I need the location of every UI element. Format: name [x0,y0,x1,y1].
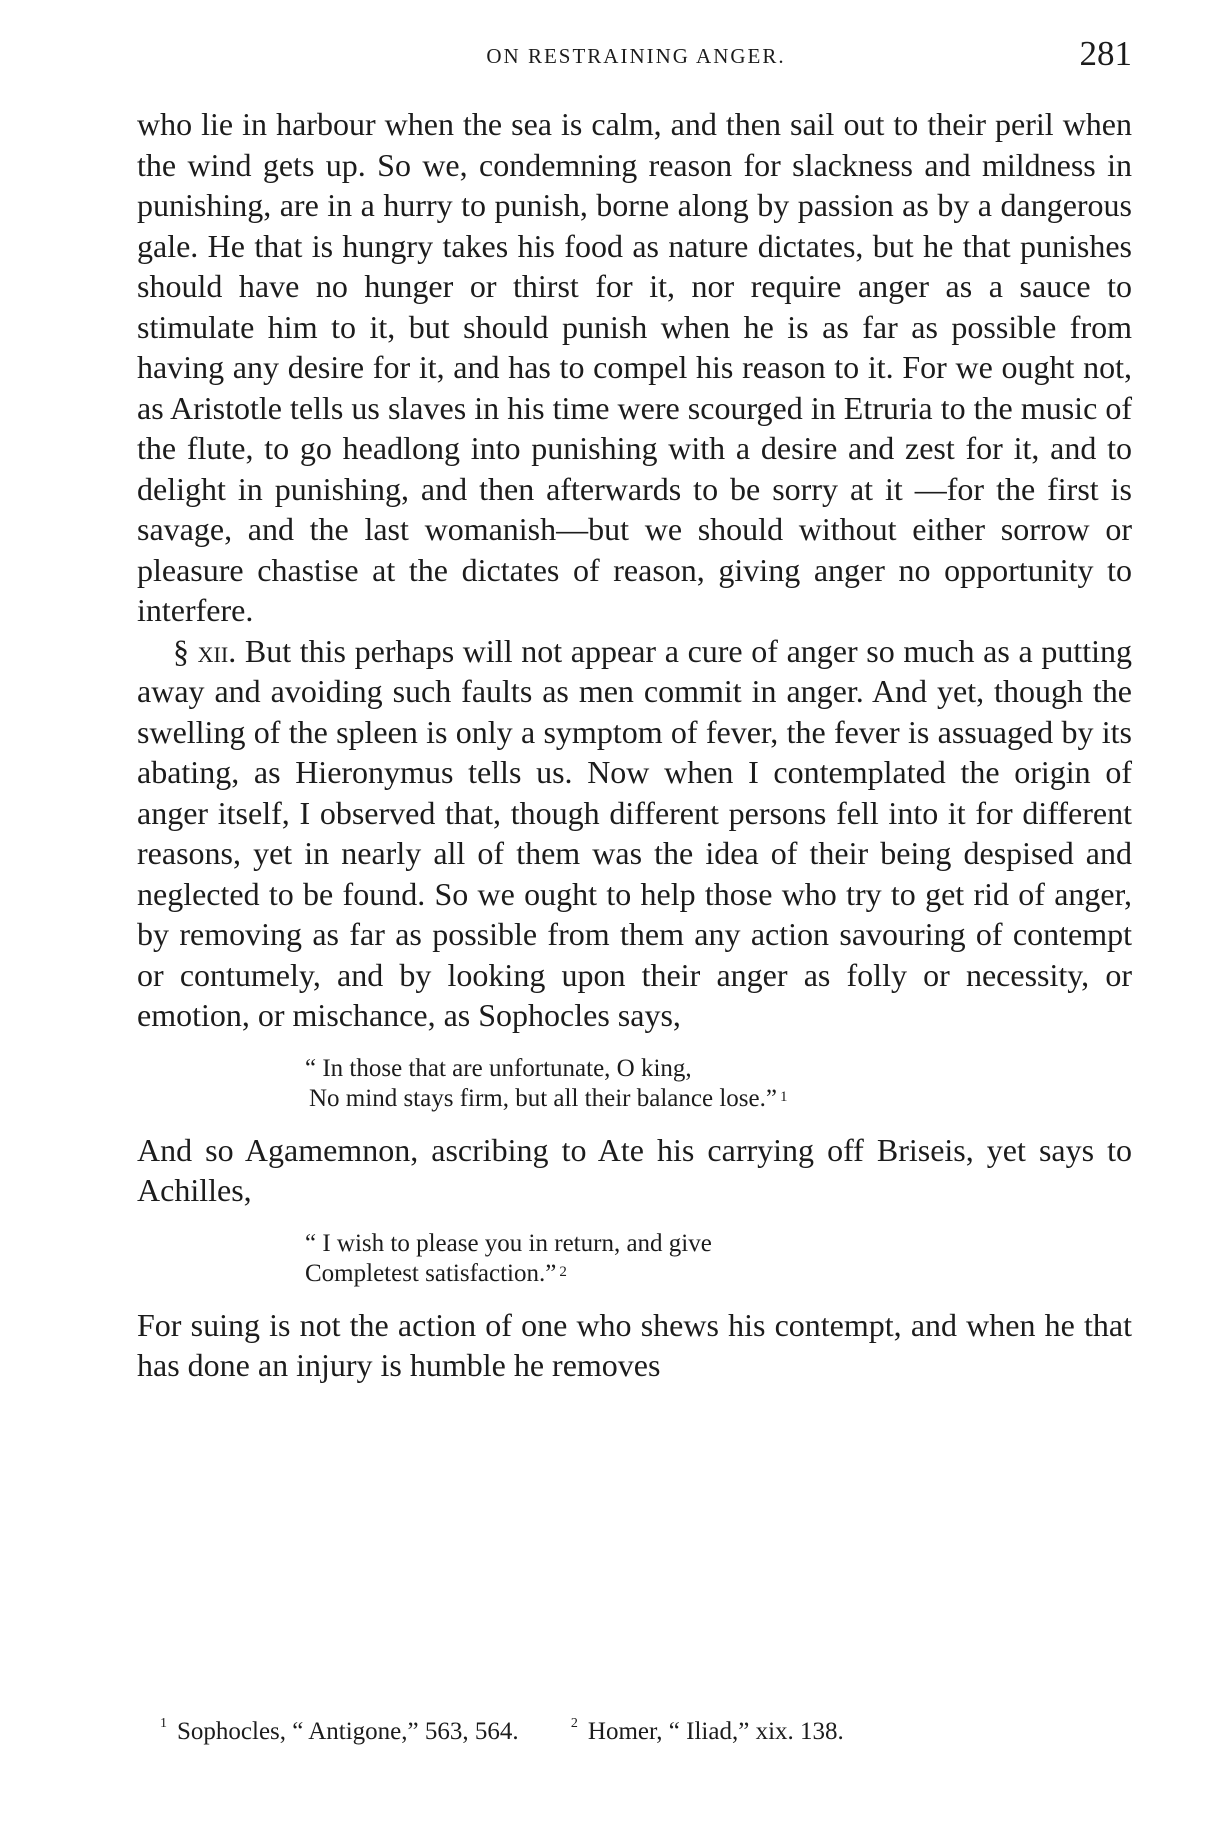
footnote-1-text: Sophocles, “ Antigone,” 563, 564. [177,1718,519,1745]
footnote-1-marker: 1 [160,1716,167,1731]
paragraph-3: And so Agamemnon, ascribing to Ate his carrying off Briseis, yet says to Achilles, [137,1131,1132,1208]
quote-2-line-2-text: Completest satisfaction.” [305,1259,557,1287]
quote-2-line-2 [305,1259,1132,1289]
body-text [137,104,1132,1386]
running-title: ON RESTRAINING ANGER. [486,44,786,68]
footnote-1 [160,1718,519,1746]
paragraph-1: who lie in harbour when the sea is calm, and then sail out to their peril when the wind gets up. So we, condemning reason for slackness and mildness in punishing, are in a hurry to punish, borne along by passion as by a dangerous gale. He that is hungry takes his food as nature dictates, but he that punishes should have no hunger or thirst for it, nor require anger as a sauce to stimulate him to it, but should punish when he is as far as possible from having any desire for it, and has to compel his reason to it. For we ought not, as Aristotle tells us slaves in his time were scourged in Etruria to the music of the flute, to go headlong into punishing with a desire and zest for it, and to delight in punishing, and then afterwards to be sorry at it —for the first is savage, and the last womanish—but we should without either sorrow or pleasure chastise at the dictates of reason, giving anger no opportunity to interfere. [137,106,1132,628]
footnote-ref-1: 1 [779,1088,788,1105]
quote-1-line-1: “ In those that are unfortunate, O king, [305,1054,692,1082]
paragraph-2-text: But this perhaps will not appear a cure of anger so much as a putting away and avoiding such faults as men commit in anger. And yet, though the swelling of the spleen is only a symptom of fever, the fever is assuaged by its abating, as Hieronymus tells us. Now when I contemplated the origin of anger itself, I observed that, though different persons fell into it for different reasons, yet in nearly all of them was the idea of their being despised and neglected to be found. So we ought to help those who try to get rid of anger, by removing as far as possible from them any action savouring of contempt or contumely, and by looking upon their anger as folly or necessity, or emotion, or mischance, as Sophocles says, [137,632,1133,1033]
footnote-2-marker: 2 [570,1716,578,1731]
paragraph-4: For suing is not the action of one who shews his contempt, and when he that has done an injury is humble he removes [137,1306,1132,1383]
verse-quote-2 [305,1229,1132,1289]
section-mark: § xii. [173,632,237,669]
quote-1-line-2-text: No mind stays firm, but all their balance lose.” [309,1084,777,1112]
quote-1-line-2 [305,1084,1132,1114]
footnotes [160,1718,1120,1746]
verse-quote-1 [305,1054,1132,1114]
footnote-2-text: Homer, “ Iliad,” xix. 138. [587,1718,844,1745]
footnote-2 [571,1718,844,1746]
running-head [140,34,1132,74]
footnote-ref-2: 2 [559,1263,567,1280]
paragraph-2 [137,631,1132,1036]
page-number: 281 [1079,34,1132,73]
quote-2-line-1: “ I wish to please you in return, and give [305,1229,712,1257]
